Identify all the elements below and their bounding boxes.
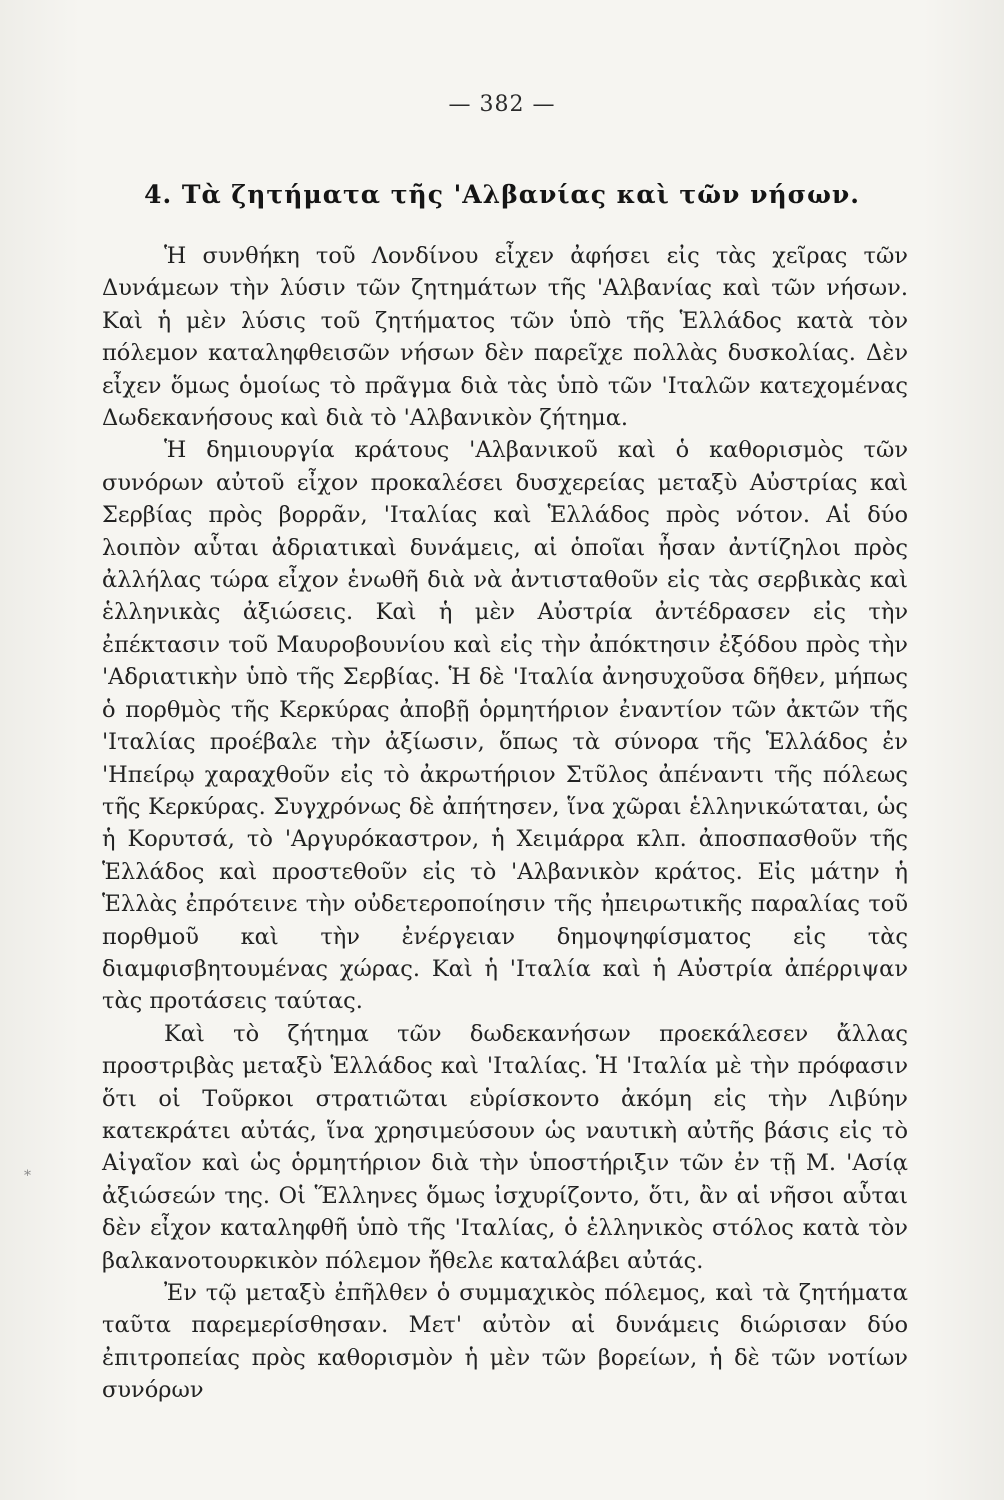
paragraph: Καὶ τὸ ζήτημα τῶν δωδεκανήσων προεκάλεσεν ἄλλας προστριβὰς μεταξὺ Ἑλλάδος καὶ 'Ιταλίας. Ἡ 'Ιταλία μὲ τὴν πρόφασιν ὅτι οἱ Τοῦρκοι στρατιῶται εὑρίσκοντο ἀκόμη εἰς τὴν Λιβύην κατεκράτει αὐτάς, ἵνα χρησιμεύσουν ὡς ναυτικὴ αὐτῆς βάσις εἰς τὸ Αἰγαῖον καὶ ὡς ὁρμητήριον διὰ τὴν ὑποστήριξιν τῶν ἐν τῇ Μ. 'Ασίᾳ ἀξιώσεών της. Οἱ Ἕλληνες ὅμως ἰσχυρίζοντο, ὅτι, ἂν αἱ νῆσοι αὗται δὲν εἶχον καταληφθῆ ὑπὸ τῆς 'Ιταλίας, ὁ ἑλληνικὸς στόλος κατὰ τὸν βαλκανοτουρκικὸν πόλεμον ἤθελε καταλάβει αὐτάς.	[102, 1020, 908, 1274]
paragraph: Ἐν τῷ μεταξὺ ἐπῆλθεν ὁ συμμαχικὸς πόλεμος, καὶ τὰ ζητήματα ταῦτα παρεμερίσθησαν. Μετ' αὐτὸν αἱ δυνάμεις διώρισαν δύο ἐπιτροπείας πρὸς καθορισμὸν ἡ μὲν τῶν βορείων, ἡ δὲ τῶν νοτίων συνόρων	[102, 1280, 908, 1404]
paragraph: Ἡ δημιουργία κράτους 'Αλβανικοῦ καὶ ὁ καθορισμὸς τῶν συνόρων αὐτοῦ εἶχον προκαλέσει δυσχερείας μεταξὺ Αὐστρίας καὶ Σερβίας πρὸς βορρᾶν, 'Ιταλίας καὶ Ἑλλάδος πρὸς νότον. Αἱ δύο λοιπὸν αὗται ἀδριατικαὶ δυνάμεις, αἱ ὁποῖαι ἦσαν ἀντίζηλοι πρὸς ἀλλήλας τώρα εἶχον ἑνωθῆ διὰ νὰ ἀντισταθοῦν εἰς τὰς σερβικὰς καὶ ἑλληνικὰς ἀξιώσεις. Καὶ ἡ μὲν Αὐστρία ἀντέδρασεν εἰς τὴν ἐπέκτασιν τοῦ Μαυροβουνίου καὶ εἰς τὴν ἀπόκτησιν ἐξόδου πρὸς τὴν 'Αδριατικὴν ὑπὸ τῆς Σερβίας. Ἡ δὲ 'Ιταλία ἀνησυχοῦσα δῆθεν, μήπως ὁ πορθμὸς τῆς Κερκύρας ἀποβῇ ὁρμητήριον ἐναντίον τῶν ἀκτῶν τῆς 'Ιταλίας προέβαλε τὴν ἀξίωσιν, ὅπως τὰ σύνορα τῆς Ἑλλάδος ἐν 'Ηπείρῳ χαραχθοῦν εἰς τὸ ἀκρωτήριον Στῦλος ἀπέναντι τῆς πόλεως τῆς Κερκύρας. Συγχρόνως δὲ ἀπήτησεν, ἵνα χῶραι ἑλληνικώταται, ὡς ἡ Κορυτσά, τὸ 'Αργυρόκαστρον, ἡ Χειμάρρα κλπ. ἀποσπασθοῦν τῆς Ἑλλάδος καὶ προστεθοῦν εἰς τὸ 'Αλβανικὸν κράτος. Εἰς μάτην ἡ Ἑλλὰς ἐπρότεινε τὴν οὐδετεροποίησιν τῆς ἠπειρωτικῆς παραλίας τοῦ πορθμοῦ καὶ τὴν ἐνέργειαν δημοψηφίσματος εἰς τὰς διαμφισβητουμένας χώρας. Καὶ ἡ 'Ιταλία καὶ ἡ Αὐστρία ἀπέρριψαν τὰς προτάσεις ταύτας.	[102, 437, 908, 1015]
section-heading: 4. Τὰ ζητήματα τῆς 'Αλβανίας καὶ τῶν νήσων.	[144, 180, 860, 209]
margin-mark: *	[24, 1168, 31, 1184]
body-text	[102, 240, 908, 1407]
paragraph: Ἡ συνθήκη τοῦ Λονδίνου εἶχεν ἀφήσει εἰς τὰς χεῖρας τῶν Δυνάμεων τὴν λύσιν τῶν ζητημάτων τῆς 'Αλβανίας καὶ τῶν νήσων. Καὶ ἡ μὲν λύσις τοῦ ζητήματος τῶν ὑπὸ τῆς Ἑλλάδος κατὰ τὸν πόλεμον καταληφθεισῶν νήσων δὲν παρεῖχε πολλὰς δυσκολίας. Δὲν εἶχεν ὅμως ὁμοίως τὸ πρᾶγμα διὰ τὰς ὑπὸ τῶν 'Ιταλῶν κατεχομένας Δωδεκανήσους καὶ διὰ τὸ 'Αλβανικὸν ζήτημα.	[102, 243, 908, 432]
page-number: — 382 —	[448, 92, 556, 117]
